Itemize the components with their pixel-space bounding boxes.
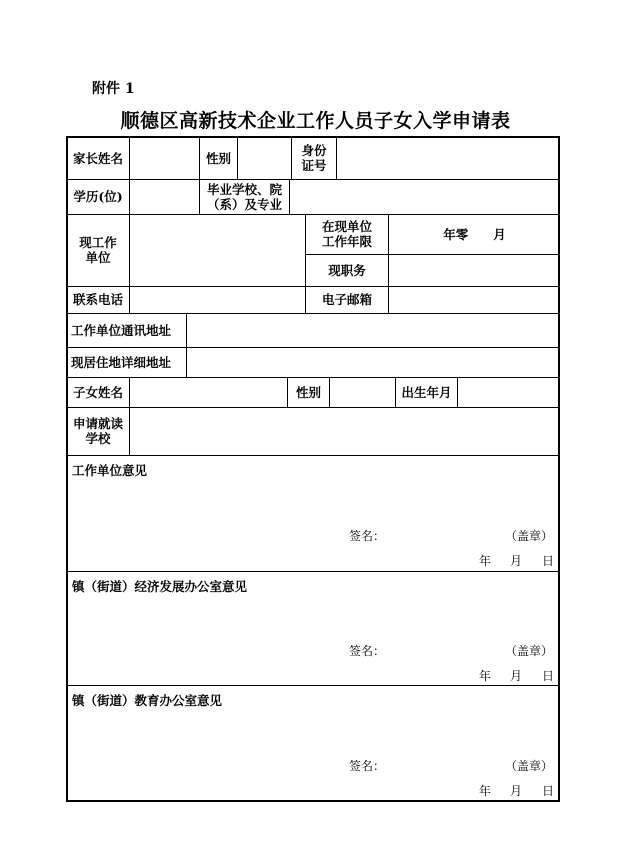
col-divider — [129, 137, 130, 179]
col-divider — [186, 313, 187, 377]
date-day-label: 日 — [542, 554, 555, 568]
economic-office-opinion-title: 镇（街道）经济发展办公室意见 — [72, 579, 248, 594]
col-divider — [289, 179, 290, 214]
date-day-label: 日 — [542, 669, 555, 683]
work-address-label: 工作单位通讯地址 — [71, 322, 172, 338]
signature-label: 签名： — [349, 759, 386, 773]
parent-name-label: 家长姓名 — [72, 150, 123, 166]
child-gender-label: 性别 — [295, 384, 321, 400]
current-unit-label: 现工作 单位 — [79, 235, 117, 265]
col-divider — [129, 407, 130, 455]
school-major-label: 毕业学校、院 （系）及专业 — [206, 181, 282, 212]
date-year-label: 年 — [479, 669, 492, 683]
row-divider — [66, 571, 560, 572]
attachment-label: 附件 1 — [92, 81, 135, 97]
date-month-label: 月 — [510, 554, 523, 568]
col-divider — [329, 377, 330, 407]
date-year-label: 年 — [479, 784, 492, 798]
child-name-label: 子女姓名 — [72, 384, 123, 400]
col-divider — [336, 137, 337, 179]
col-divider — [129, 214, 130, 313]
years-at-unit-value: 年零 月 — [443, 226, 506, 242]
signature-label: 签名： — [349, 644, 386, 658]
years-at-unit-label: 在现单位 工作年限 — [321, 219, 372, 249]
target-school-label: 申请就读 学校 — [72, 416, 123, 446]
seal-label: （盖章） — [505, 644, 554, 658]
date-month-label: 月 — [510, 784, 523, 798]
seal-label: （盖章） — [505, 529, 554, 543]
position-label: 现职务 — [328, 262, 366, 278]
home-address-label: 现居住地详细地址 — [71, 354, 172, 370]
birth-date-label: 出生年月 — [401, 384, 452, 400]
phone-label: 联系电话 — [72, 292, 123, 307]
row-divider — [66, 179, 560, 180]
education-label: 学历(位) — [73, 189, 123, 204]
education-office-opinion-title: 镇（街道）教育办公室意见 — [72, 693, 223, 708]
signature-label: 签名： — [349, 529, 386, 543]
row-divider — [66, 685, 560, 686]
date-year-label: 年 — [479, 554, 492, 568]
seal-label: （盖章） — [505, 759, 554, 773]
parent-gender-label: 性别 — [205, 150, 231, 166]
row-divider — [66, 455, 560, 456]
col-divider — [129, 377, 130, 407]
row-divider — [66, 407, 560, 408]
unit-opinion-title: 工作单位意见 — [72, 463, 148, 478]
date-day-label: 日 — [542, 784, 555, 798]
date-month-label: 月 — [510, 669, 523, 683]
col-divider — [457, 377, 458, 407]
form-title: 顺德区高新技术企业工作人员子女入学申请表 — [120, 110, 511, 132]
email-label: 电子邮箱 — [321, 292, 372, 307]
id-number-label: 身份 证号 — [301, 143, 327, 173]
col-divider — [237, 137, 238, 179]
col-divider — [129, 179, 130, 214]
